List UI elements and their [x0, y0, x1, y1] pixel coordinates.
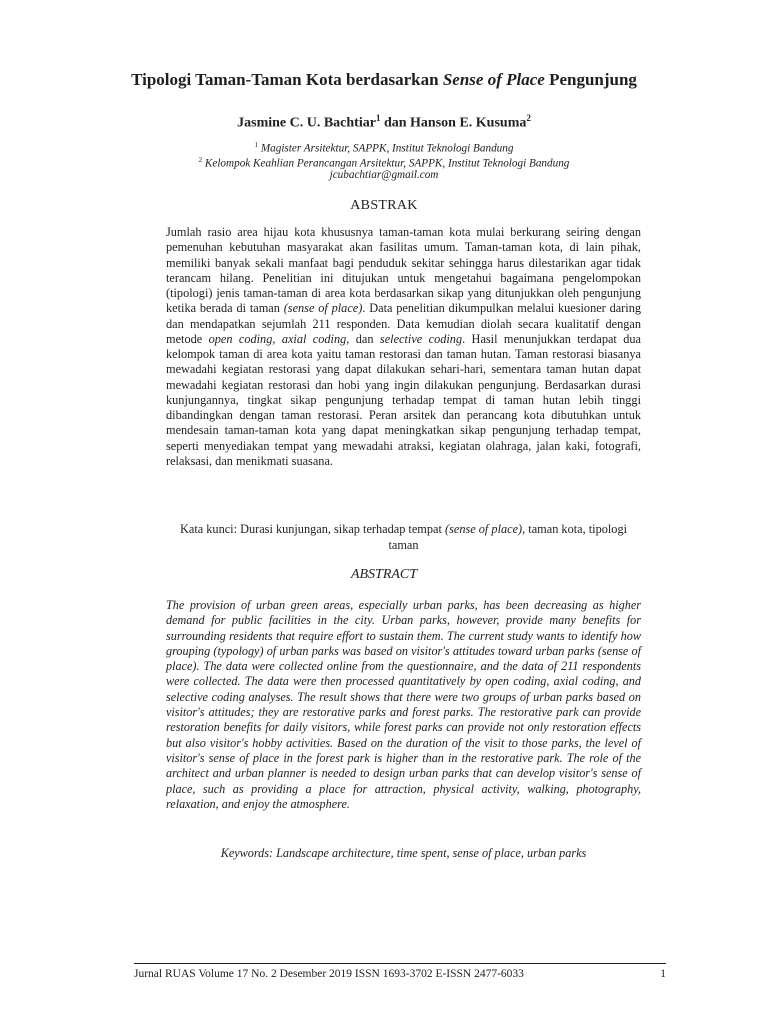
author-line	[100, 109, 668, 133]
author-2: Hanson E. Kusuma	[410, 115, 527, 131]
abstrak-paragraph	[166, 225, 641, 469]
paper-title	[100, 69, 668, 91]
abstrak-text-3: dan	[349, 331, 380, 346]
title-part-pre: Tipologi Taman-Taman Kota berdasarkan	[131, 70, 443, 89]
affiliation-1-superscript: 1	[254, 141, 259, 149]
abstrak-heading: ABSTRAK	[350, 198, 418, 213]
kata-kunci-post: , taman kota, tipologi taman	[388, 522, 628, 552]
title-part-italic: Sense of Place	[442, 70, 545, 89]
affiliation-1-text: Magister Arsitektur, SAPPK, Institut Teknologi Bandung	[258, 142, 514, 155]
author-1: Jasmine C. U. Bachtiar	[237, 115, 376, 131]
keywords-line: Keywords: Landscape architecture, time spent, sense of place, urban parks	[220, 846, 587, 860]
abstrak-italic-1: (sense of place)	[283, 301, 363, 316]
abstrak-italic-2: open coding, axial coding,	[208, 331, 350, 346]
footer-journal-info: Jurnal RUAS Volume 17 No. 2 Desember 2019 ISSN 1693-3702 E-ISSN 2477-6033	[134, 968, 524, 980]
kata-kunci-italic: (sense of place)	[444, 522, 523, 536]
kata-kunci-line	[166, 522, 641, 553]
affiliation-2-superscript: 2	[198, 156, 203, 164]
abstrak-text-2: . Data penelitian dikumpulkan melalui kuesioner daring dan mendapatkan sejumlah 211 responden. Data kemudian diolah secara kualitatif dengan metode	[166, 301, 641, 346]
author-connector: dan	[380, 115, 411, 131]
abstrak-text-4: . Hasil menunjukkan terdapat dua kelompok taman di area kota yaitu taman restorasi dan taman hutan. Taman restorasi biasanya mewadahi kegiatan restorasi yang dapat dilakukan sehari-hari, sementara taman hutan dapat mewadahi kegiatan restorasi dan hobi yang ingin dilakukan pengunjung. Berdasarkan durasi kunjungannya, tingkat sikap pengunjung terhadap tempat di taman hutan lebih tinggi dibandingkan dengan taman restorasi. Peran arsitek dan perancang kota dibutuhkan untuk mendesain taman-taman kota yang dapat meningkatkan sikap pengunjung terhadap tempat, seperti menyediakan tempat yang mewadahi atraksi, kegiatan olahraga, jalan kaki, fotografi, relaksasi, dan menikmati suasana.	[166, 331, 641, 468]
affiliation-2-text: Kelompok Keahlian Perancangan Arsitektur, SAPPK, Institut Teknologi Bandung	[202, 157, 570, 170]
author-1-superscript: 1	[375, 113, 381, 123]
author-email: jcubachtiar@gmail.com	[329, 169, 439, 181]
footer-divider	[134, 963, 666, 964]
abstract-paragraph: The provision of urban green areas, especially urban parks, has been decreasing as higher demand for public facilities in the city. Urban parks, however, provide many benefits for surrounding residents that require effort to sustain them. The current study wants to identify how grouping (typology) of urban parks was based on visitor's attitudes toward urban parks (sense of place). The data were collected online from the questionnaire, and the data of 211 respondents were collected. The data were then processed quantitatively by open coding, axial coding, and selective coding analyses. The result shows that there were two groups of urban parks based on visitor's attitudes; they are restorative parks and forest parks. The restorative park can provide restoration benefits for daily visitors, while forest parks can provide not only restoration effects but also visitor's hobby activities. Based on the duration of the visit to those parks, the level of visitor's sense of place in the forest park is higher than in the restorative park. The role of the architect and urban planner is needed to design urban parks that can develop visitor's sense of place, such as providing a place for attraction, physical activity, walking, photography, relaxation, and enjoy the atmosphere.	[166, 598, 641, 811]
abstract-heading: ABSTRACT	[350, 567, 418, 582]
title-part-post: Pengunjung	[544, 70, 637, 89]
abstrak-italic-3: selective coding	[379, 331, 463, 346]
author-2-superscript: 2	[526, 113, 531, 123]
page-number: 1	[660, 968, 666, 980]
abstrak-text-1: Jumlah rasio area hijau kota khususnya taman-taman kota mulai berkurang seiring dengan pemenuhan kebutuhan masyarakat akan fasilitas umum. Taman-taman kota, di lain pihak, memiliki banyak sekali manfaat bagi penduduk sekitar sehingga harus dilestarikan agar tidak terancam hilang. Penelitian ini ditujukan untuk mengetahui bagaimana pengelompokan (tipologi) jenis taman-taman di area kota berdasarkan sikap yang ditunjukkan oleh pengunjung ketika berada di taman	[166, 225, 641, 316]
kata-kunci-pre: Kata kunci: Durasi kunjungan, sikap terhadap tempat	[179, 522, 445, 536]
